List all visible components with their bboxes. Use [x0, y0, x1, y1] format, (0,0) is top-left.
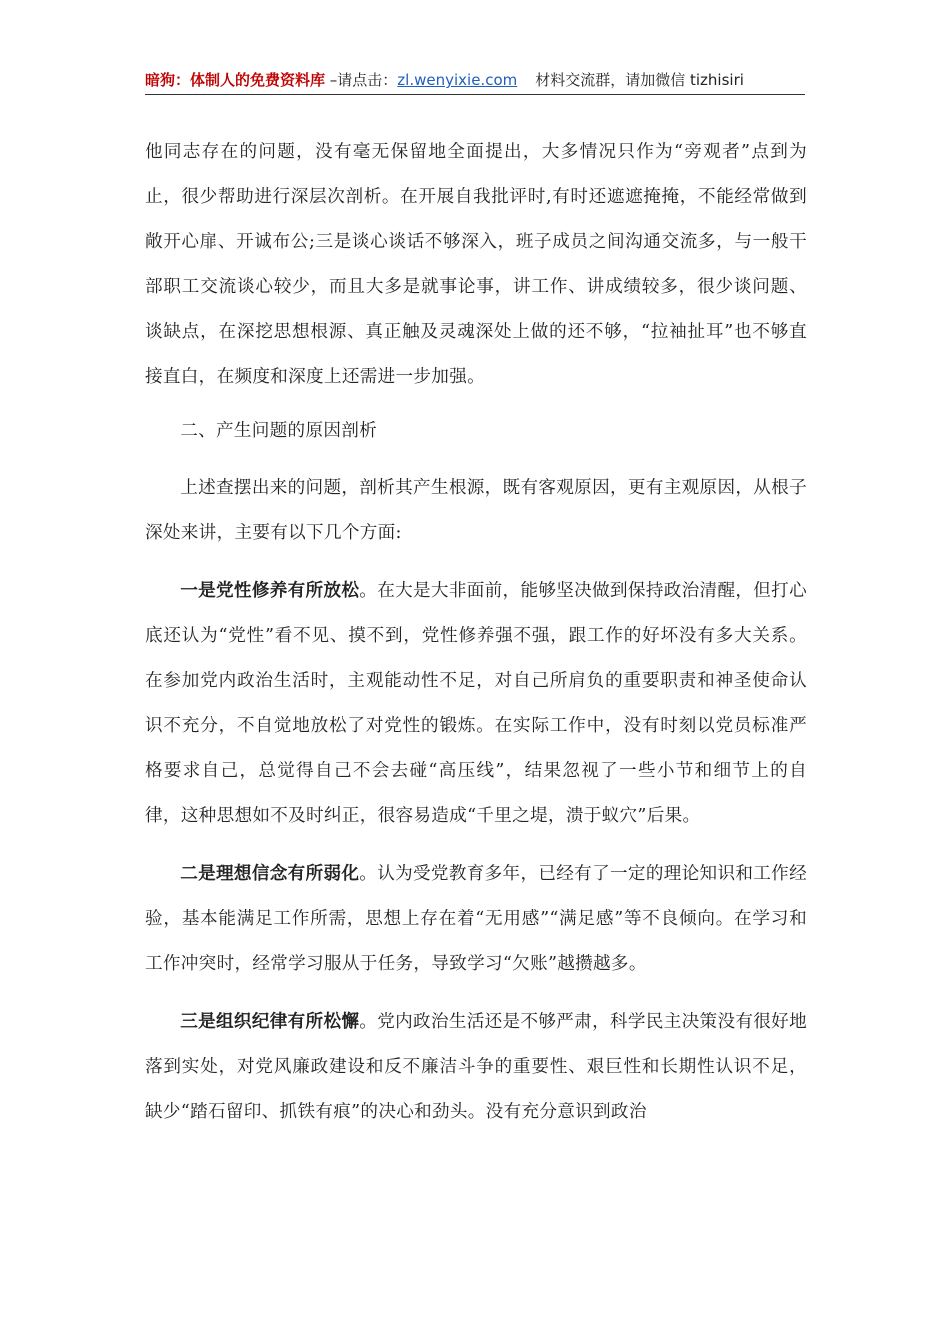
paragraph-party-spirit: [145, 568, 807, 839]
paragraph-continued: [145, 130, 807, 400]
section-heading: [145, 409, 807, 454]
page-header: [145, 66, 805, 95]
paragraph-text: 。在大是大非面前，能够坚决做到保持政治清醒，但打心底还认为“党性”看不见、摸不到，党性修养强不强，跟工作的好坏没有多大关系。在参加党内政治生活时，主观能动性不足，对自己所肩负的重要职责和神圣使命认识不充分，不自觉地放松了对党性的锻炼。在实际工作中，没有时刻以党员标准严格要求自己，总觉得自己不会去碰“高压线”，结果忽视了一些小节和细节上的自律，这种思想如不及时纠正，很容易造成“千里之堤，溃于蚁穴”后果。: [145, 581, 807, 826]
paragraph-ideals: [145, 851, 807, 987]
paragraph-text: 他同志存在的问题，没有毫无保留地全面提出，大多情况只作为“旁观者”点到为止，很少帮助进行深层次剖析。在开展自我批评时,有时还遮遮掩掩，不能经常做到敞开心扉、开诚布公;三是谈心谈话不够深入，班子成员之间沟通交流多，与一般干部职工交流谈心较少，而且大多是就事论事，讲工作、讲成绩较多，很少谈问题、谈缺点，在深挖思想根源、真正触及灵魂深处上做的还不够，“拉袖扯耳”也不够直接直白，在频度和深度上还需进一步加强。: [145, 142, 807, 387]
section-heading-text: 二、产生问题的原因剖析: [180, 421, 378, 441]
header-brand: 暗狗：体制人的免费资料库: [145, 71, 326, 89]
paragraph-discipline: [145, 999, 807, 1135]
header-link[interactable]: zl.wenyixie.com: [397, 71, 518, 89]
paragraph-text: 上述查摆出来的问题，剖析其产生根源，既有客观原因，更有主观原因，从根子深处来讲，主要有以下几个方面:: [145, 478, 807, 543]
header-wechat-note: 材料交流群，请加微信 tizhisiri: [535, 71, 744, 89]
paragraph-text: 。党内政治生活还是不够严肃，科学民主决策没有很好地落到实处，对党风廉政建设和反不廉洁斗争的重要性、艰巨性和长期性认识不足，缺少“踏石留印、抓铁有痕”的决心和劲头。没有充分意识到政治: [145, 1012, 807, 1122]
paragraph-lead: 二是理想信念有所弱化: [180, 863, 360, 884]
paragraph-lead: 三是组织纪律有所松懈: [180, 1011, 360, 1032]
header-prompt: –请点击：: [325, 71, 398, 89]
paragraph-text: 。认为受党教育多年，已经有了一定的理论知识和工作经验，基本能满足工作所需，思想上存在着“无用感”“满足感”等不良倾向。在学习和工作冲突时，经常学习服从于任务，导致学习“欠账”越攒越多。: [145, 864, 807, 974]
paragraph-lead: 一是党性修养有所放松: [180, 580, 360, 601]
document-body: [145, 130, 807, 1135]
paragraph-intro: [145, 466, 807, 556]
